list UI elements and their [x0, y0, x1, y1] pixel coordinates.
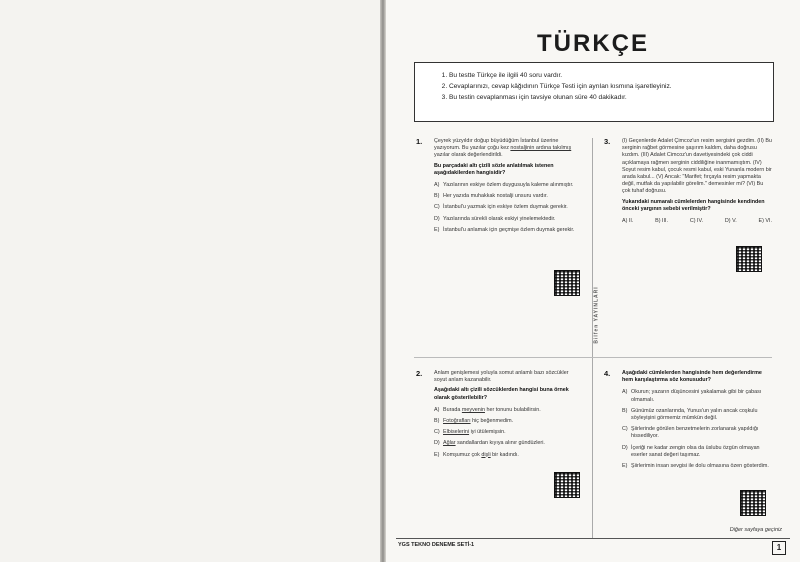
question-text: Anlam genişlemesi yoluyla somut anlamlı bazı sözcükler soyut anlam kazanabilir.: [434, 370, 569, 384]
question-4: [604, 369, 772, 474]
instruction-2: 2. Cevaplarınızı, cevap kâğıdının Türkçe Testi için ayrılan kısmına işaretleyiniz.: [449, 81, 773, 92]
footer-title: YGS TEKNO DENEME SETİ-1: [398, 542, 475, 548]
question-number: 3.: [604, 137, 611, 146]
option-d[interactable]: D) Yazılarında sürekli olarak eskiyi yinelemektedir.: [434, 215, 556, 222]
option-c[interactable]: C) IV.: [689, 218, 704, 225]
left-blank-page: [0, 0, 382, 562]
option-b[interactable]: B) III.: [655, 218, 669, 225]
option-e[interactable]: E) Şiirlerimin insan sevgisi ile dolu olmasına özen gösterdim.: [622, 463, 769, 470]
option-c[interactable]: C) Şiirlerinde görülen benzetmelerin zorlanarak yapıldığı hissediliyor.: [622, 426, 759, 440]
question-number: 1.: [416, 137, 423, 146]
option-a[interactable]: A) Yazılarının eskiye özlem duygusuyla kaleme alınmıştır.: [434, 182, 574, 189]
question-1: [416, 137, 580, 238]
exam-page: [386, 0, 800, 562]
question-stem: Bu parçadaki altı çizili sözle anlatılmak istenen aşağıdakilerden hangisidir?: [434, 162, 554, 176]
qr-code-4: [740, 490, 766, 516]
option-e[interactable]: E) VI.: [758, 218, 772, 225]
qr-code-2: [554, 472, 580, 498]
qr-code-1: [554, 270, 580, 296]
next-page-note: Diğer sayfaya geçiniz: [729, 527, 782, 533]
option-b[interactable]: B) Fotoğrafları hiç beğenmedim.: [434, 418, 514, 425]
option-d[interactable]: D) İçeriği ne kadar zengin olsa da üslubu özgün olmayan eserler sanat değeri taşımaz.: [622, 444, 760, 458]
option-d[interactable]: D) Ağlar sandallardan kıyıya alınır gündüzleri.: [434, 440, 545, 447]
footer-divider: [396, 538, 790, 539]
option-a[interactable]: A) Okurun; yazarın düşüncesini yakalamak gibi bir çabası olmamalı.: [622, 389, 762, 403]
question-text: Çeyrek yüzyıldır doğup büyüdüğüm İstanbul üzerine yazıyorum. Bu yazılar çoğu kez nostaljinin ardına takılmış yazılar olarak değerlendirildi.: [434, 138, 572, 159]
option-e[interactable]: E) Komşumuz çok dişli bir kadındı.: [434, 451, 519, 458]
instructions-box: [414, 62, 774, 122]
page-title: TÜRKÇE: [537, 30, 649, 57]
page-number: 1: [772, 541, 786, 555]
row-divider: [414, 357, 772, 358]
qr-code-3: [736, 246, 762, 272]
option-c[interactable]: C) Elbiselerini iyi ütülemişsin.: [434, 429, 506, 436]
publisher-brand: Bilfen YAYINLARI: [593, 286, 600, 344]
option-d[interactable]: D) V.: [724, 218, 737, 225]
question-number: 4.: [604, 369, 611, 378]
option-c[interactable]: C) İstanbul'u yazmak için eskiye özlem duymak gerekir.: [434, 204, 568, 211]
question-stem: Aşağıdaki altı çizili sözcüklerden hangisi buna örnek olarak gösterilebilir?: [434, 387, 569, 401]
question-3: [604, 137, 772, 225]
options-row: [622, 218, 772, 225]
option-e[interactable]: E) İstanbul'u anlamak için geçmişe özlem duymak gerekir.: [434, 226, 575, 233]
question-stem: Aşağıdaki cümlelerden hangisinde hem değerlendirme hem karşılaştırma söz konusudur?: [622, 370, 762, 384]
option-b[interactable]: B) Her yazıda muhakkak nostalji unsuru vardır.: [434, 193, 548, 200]
option-b[interactable]: B) Günümüz ozanlarında, Yunus'un yalın ancak coşkulu söyleyişini görmemiz mümkün değil.: [622, 407, 758, 422]
question-text: (I) Geçenlerde Adalet Çimcoz'un resim sergisini gezdim. (II) Bu serginin rağbet görmesine şaşırım kaldım, daha doğrusu kızdım. (III) Adalet Cimcoz'un davetiyesindeki çok ciddi açıklamaya rağmen serginin ciddiliğine inanmamıştım. (IV) Soyut resim kabul, çocuk resmi kabul, eski Yunanla modern bir arada kabul... (V) Ancak: "Marifet; fırçayla resim yapmakta değil, mutfak da yapılabilir görelim." demesinler mi? (VI) Bu çok tuhaf doğrusu.: [622, 138, 772, 195]
instruction-3: 3. Bu testin cevaplanması için tavsiye olunan süre 40 dakikadır.: [449, 92, 773, 103]
question-2: [416, 369, 580, 463]
option-a[interactable]: A) II.: [622, 218, 634, 225]
question-number: 2.: [416, 369, 423, 378]
option-a[interactable]: A) Burada meyvenin her tonunu bulabilirsin.: [434, 406, 541, 413]
instruction-1: 1. Bu testte Türkçe ile ilgili 40 soru vardır.: [449, 70, 773, 81]
question-stem: Yukarıdaki numaralı cümlelerden hangisinde kendinden önceki yargının sebebi verilmiştir?: [622, 198, 765, 212]
